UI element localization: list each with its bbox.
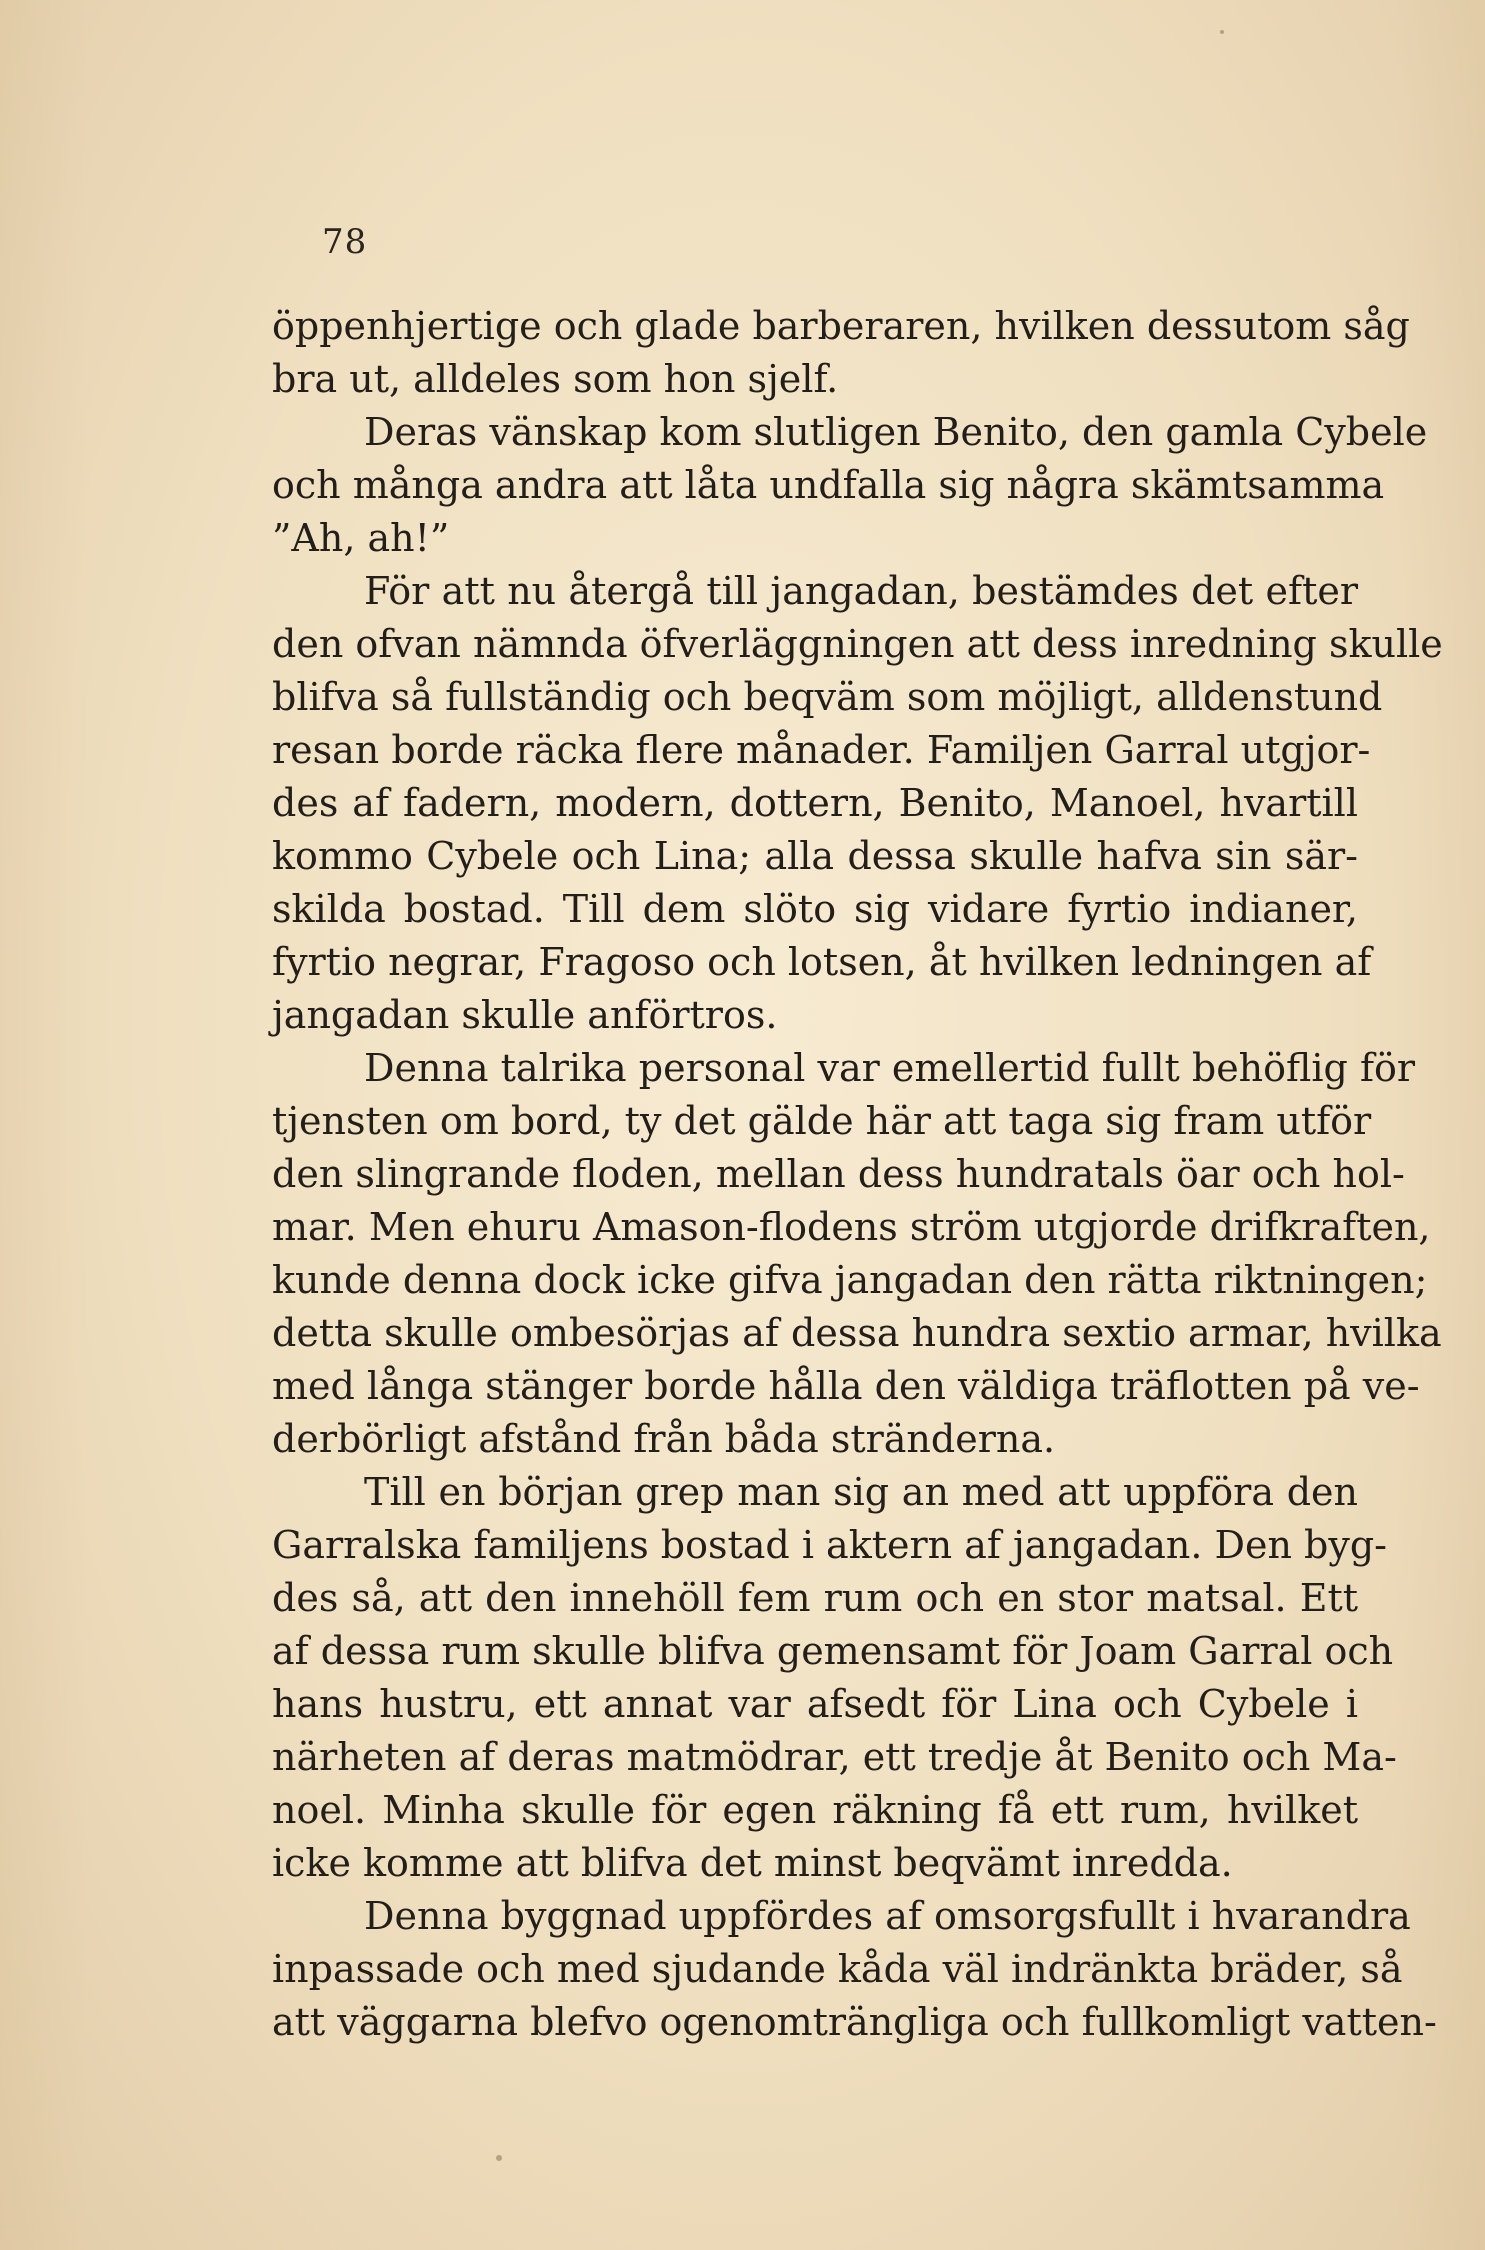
text-line: Garralska familjens bostad i aktern af jangadan. Den byg-	[272, 1523, 1387, 1567]
text-line: mar. Men ehuru Amason-flodens ström utgjorde drifkraften,	[272, 1205, 1431, 1249]
text-line: noel. Minha skulle för egen räkning få ett rum, hvilket	[272, 1788, 1358, 1832]
text-line: med långa stänger borde hålla den väldiga träflotten på ve-	[272, 1364, 1420, 1408]
text-line: För att nu återgå till jangadan, bestämdes det efter	[364, 569, 1358, 613]
paper-speck	[496, 2155, 502, 2161]
text-line: inpassade och med sjudande kåda väl indränkta bräder, så	[272, 1947, 1403, 1991]
text-line: närheten af deras matmödrar, ett tredje åt Benito och Ma-	[272, 1735, 1397, 1779]
text-line: jangadan skulle anförtros.	[272, 993, 778, 1037]
text-line: kunde denna dock icke gifva jangadan den rätta riktningen;	[272, 1258, 1428, 1302]
text-line: Denna byggnad uppfördes af omsorgsfullt i hvarandra	[364, 1894, 1411, 1938]
text-line: Denna talrika personal var emellertid fullt behöflig för	[364, 1046, 1416, 1090]
text-line: att väggarna blefvo ogenomträngliga och fullkomligt vatten-	[272, 2000, 1437, 2044]
body-text	[272, 300, 1443, 2049]
text-line: hans hustru, ett annat var afsedt för Lina och Cybele i	[272, 1682, 1358, 1726]
text-line: blifva så fullständig och beqväm som möjligt, alldenstund	[272, 675, 1383, 719]
text-line: kommo Cybele och Lina; alla dessa skulle hafva sin sär-	[272, 834, 1358, 878]
text-line: och många andra att låta undfalla sig några skämtsamma	[272, 463, 1385, 507]
text-line: af dessa rum skulle blifva gemensamt för Joam Garral och	[272, 1629, 1394, 1673]
page-number: 78	[322, 222, 368, 262]
text-line: ”Ah, ah!”	[272, 516, 450, 560]
text-line: detta skulle ombesörjas af dessa hundra sextio armar, hvilka	[272, 1311, 1442, 1355]
text-line: den ofvan nämnda öfverläggningen att dess inredning skulle	[272, 622, 1443, 666]
text-line: öppenhjertige och glade barberaren, hvilken dessutom såg	[272, 304, 1410, 348]
text-line: Deras vänskap kom slutligen Benito, den gamla Cybele	[364, 410, 1428, 454]
text-line: des af fadern, modern, dottern, Benito, Manoel, hvartill	[272, 781, 1358, 825]
text-line: resan borde räcka flere månader. Familjen Garral utgjor-	[272, 728, 1371, 772]
text-line: den slingrande floden, mellan dess hundratals öar och hol-	[272, 1152, 1405, 1196]
text-line: fyrtio negrar, Fragoso och lotsen, åt hvilken ledningen af	[272, 940, 1372, 984]
text-line: tjensten om bord, ty det gälde här att taga sig fram utför	[272, 1099, 1372, 1143]
text-line: bra ut, alldeles som hon sjelf.	[272, 357, 839, 401]
text-line: skilda bostad. Till dem slöto sig vidare fyrtio indianer,	[272, 887, 1358, 931]
text-line: icke komme att blifva det minst beqvämt inredda.	[272, 1841, 1233, 1885]
text-line: derbörligt afstånd från båda stränderna.	[272, 1417, 1056, 1461]
paper-speck	[1220, 30, 1224, 34]
text-line: des så, att den innehöll fem rum och en stor matsal. Ett	[272, 1576, 1358, 1620]
text-line: Till en början grep man sig an med att uppföra den	[364, 1470, 1358, 1514]
